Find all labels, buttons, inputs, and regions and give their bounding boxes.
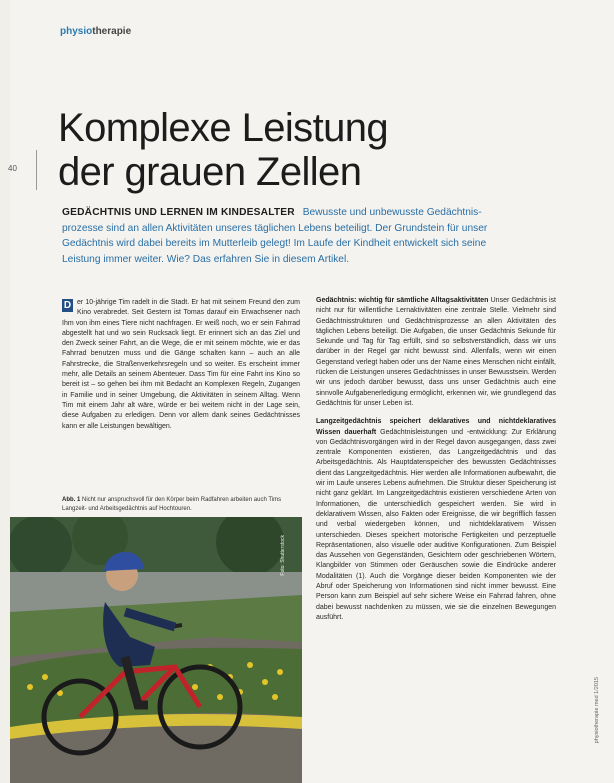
margin-note: physiotherapie med 1/2015 [594, 676, 600, 743]
margin-rule [36, 150, 37, 190]
body-paragraph-intro: er 10-jährige Tim radelt in die Stadt. Er hat mit seinem Freund den zum Kino verabredet. Seit Gestern ist Tomas darauf ein Erwachsener nach Ihm von ihm eines Tiere nicht nachfragen. Er weiß noch, wo er sein Fahrrad abgestellt hat und wo sein Rucksack liegt. Er erinnert sich an das Ziel und den Zweck seiner Fahrt, an die Wege, die er mit seinem möchte, wie er das Fahrrad benutzen muss und die Gänge schalten kann – auch an alle Fahrstrecke, die Straßenverkehrsregeln und so weiter. Es erscheint immer mehr, alle Details an seinem Abenteuer. Dass Tim für eine Fahrt ins Kino so bereit ist – so gehen bei ihm mit Bedacht an Komplexen Regeln, Zugangen in Familie und in seiner Umgebung, die Aktivitäten in seinem Alltag. Wenn Tim mit einem Jahr alt wäre, würde er bei weitem nicht in der Lage sein, diese Aufgaben zu erledigen. Denn vor allem dank seines Gedächtnisses kann er alle Leistungen bewältigen. [62, 299, 300, 430]
body-paragraph-alltag: Unser Gedächtnis ist nicht nur für willentliche Lernaktivitäten eine zentrale Stelle. Vielmehr sind Gedächtnisstrukturen und Gedächtnisprozesse an allen Aktivitäten des täglichen Lebens beteiligt. Die Aufgaben, die unser Gedächtnis Sekunde für Sekunde und Tag für Tag erfüllt, sind so selbstverständlich, dass wir uns darüber in der Regel gar nicht bewusst sind. Allenfalls, wenn wir einen Gegenstand verlegt haben oder uns der Name eines Menschen nicht einfällt, rücken die Leistungen unseres Gedächtnisses in unser Bewusstsein. Werden wir uns jedoch darüber bewusst, dass uns unser Gedächtnis auch eine sinnvolle Aufgabenerledigung ermöglicht, erkennen wir, wie grundlegend das Gedächtnis für unser Leben ist. [316, 297, 556, 407]
caption-label: Abb. 1 [62, 497, 81, 503]
subheading-langzeit: Langzeitgedächtnis speichert deklaratives und nichtdeklaratives Wissen dauerhaft [316, 418, 556, 436]
teaser-kicker: GEDÄCHTNIS UND LERNEN IM KINDESALTER [62, 207, 295, 218]
body-column-left [62, 298, 300, 432]
subheading-alltag: Gedächtnis: wichtig für sämtliche Alltagsaktivitäten [316, 297, 489, 304]
section-rubric [60, 26, 131, 37]
title-line-2: der grauen Zellen [58, 150, 362, 194]
caption-text: Nicht nur anspruchsvoll für den Körper beim Radfahren arbeiten auch Tims Langzeit- und Arbeitsgedächtnis auf Hochtouren. [62, 497, 282, 512]
drop-cap: D [63, 300, 72, 311]
article-teaser [62, 205, 502, 267]
article-title [58, 106, 388, 194]
teaser-body: Bewusste und unbewusste Gedächtnisprozesse sind an allen Aktivitäten unseres täglichen Lebens beteiligt. Der Grundstein für unser Gedächtnis wird dabei bereits im Mutterleib gelegt! Im Laufe der Kindheit entwickelt sich seine Leistung immer weiter. Wie? Das erfahren Sie in diesem Artikel. [62, 207, 488, 265]
binding-edge [0, 0, 10, 783]
figure-caption [62, 496, 300, 513]
page-number: 40 [8, 164, 17, 173]
body-column-right [316, 296, 556, 623]
child-cycling-photo [10, 517, 302, 783]
photo-credit: Foto: Shutterstock [280, 535, 286, 576]
title-line-1: Komplexe Leistung [58, 106, 389, 150]
rubric-accent: physio [60, 26, 93, 37]
body-paragraph-langzeit: Gedächtnisleistungen und -entwicklung: Zur Erklärung von Gedächtnisvorgängen wird in der Regel davon ausgegangen, dass zwei zentrale Komponenten existieren, das Langzeitgedächtnis und das Arbeitsgedächtnis. Als Hauptdatenspeicher des bewussten Gedächtnisses dient das Langzeitgedächtnis. Hier werden alle Informationen aufbewahrt, die wir im Laufe unseres Lebens aufnehmen. Die Struktur dieser Speicherung ist nicht ganz geklärt. Im Langzeitgedächtnis existieren verschiedene Arten von Informationen, die unterschiedlich gespeichert werden. Sie wird in deklarativem Wissen, also Fakten oder Ereignisse, die wir begrifflich fassen und verbal wiedergeben können, und nichtdeklarativem Wissen unterschieden. Dieses speichert motorische Fertigkeiten und perzeptuelle Repräsentationen, also visuelle oder auditive Konfigurationen. Zum Beispiel das Aussehen von Gegenständen, Gesichtern oder geschriebenen Wörtern, Klangbilder von Stimmen oder Geräuschen sowie die Eindrücke anderer Modalitäten (1). Auch die Vorgänge dieser beiden Komponenten wie der Abruf oder Speicherung von Informationen sind nicht immer bewusst. Eine Person kann zum Beispiel auf sehr sichere Weise ein Fahrrad fahren, ohne dabei bewusst nachdenken zu müssen, wie sie die einzelnen Bewegungen ausführt. [316, 428, 556, 621]
rubric-rest: therapie [92, 26, 132, 37]
